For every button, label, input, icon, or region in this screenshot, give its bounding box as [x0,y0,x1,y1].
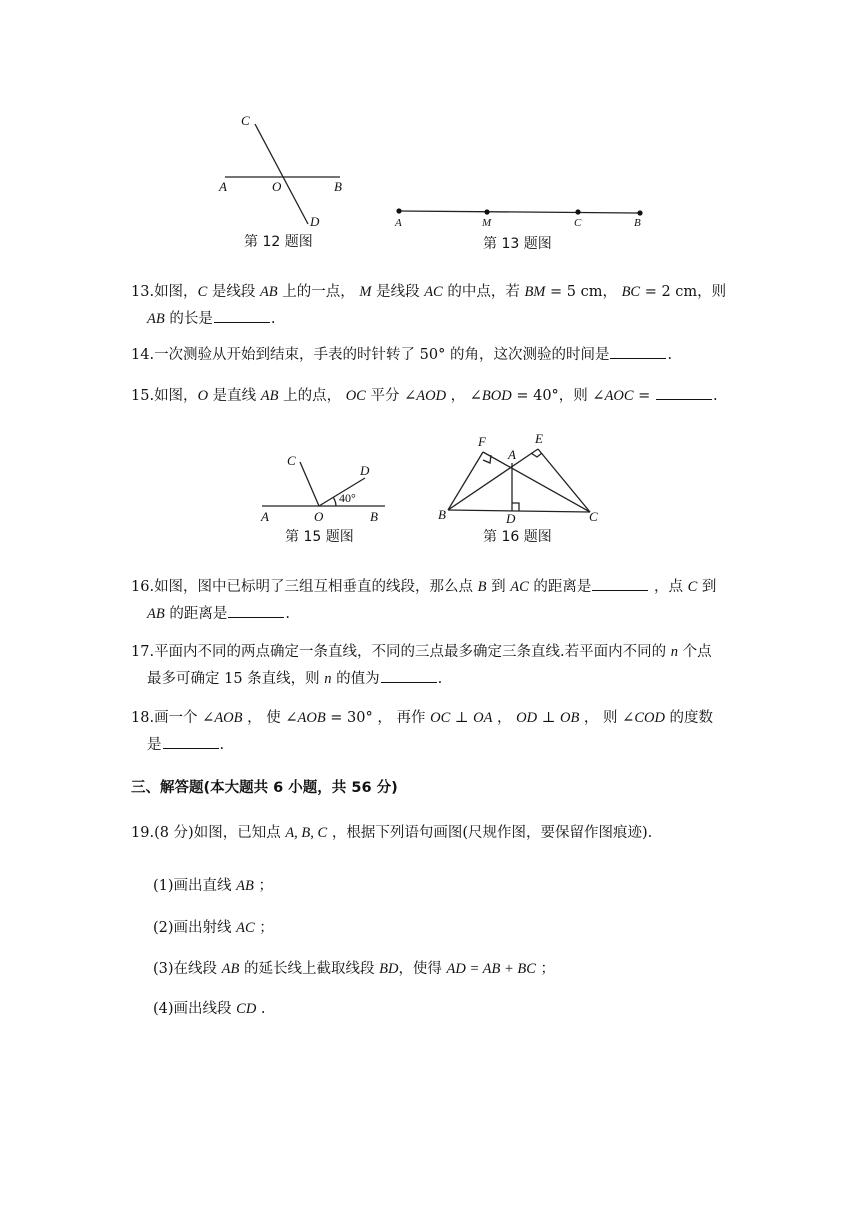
fig13-label-a: A [395,217,402,229]
fig16-label-b: B [438,507,446,522]
fig15-angle-label: 40° [339,491,356,505]
answer-blank[interactable] [592,576,648,591]
fig16-label-e: E [535,431,543,446]
right-angle-e [531,453,542,457]
fig12-label-d: D [310,214,320,229]
fig15-label-o: O [314,509,324,524]
fig15-label-a: A [261,509,269,524]
fig12-label-b: B [334,179,342,194]
ray-oc [300,462,319,506]
q19-item-3: (3)在线段 AB 的延长线上截取线段 BD，使得 AD = AB + BC ； [153,961,556,977]
fig16-label-a: A [508,447,516,462]
question-15: 15.如图，O 是直线 AB 上的点， OC 平分 ∠AOD ， ∠BOD = 40°，则 ∠AOC = . [131,383,741,410]
question-19: 19.(8 分)如图，已知点 A, B, C ，根据下列语句画图(尺规作图，要保留作图痕迹). [131,825,653,841]
fig15-label-d: D [360,463,370,478]
q19-item-2: (2)画出射线 AC ； [153,920,274,936]
fig16-label-f: F [478,434,486,449]
figure-12 [225,124,340,224]
fig12-label-a: A [219,179,227,194]
fig13-label-c: C [574,217,582,229]
question-13: 13.如图，C 是线段 AB 上的一点， M 是线段 AC 的中点，若 BM = 5 cm， BC = 2 cm，则 AB 的长是 . [131,284,727,327]
question-18: 18.画一个 ∠AOB ， 使 ∠AOB = 30° ， 再作 OC ⊥ OA ， OD ⊥ OB ， 则 ∠COD 的度数 是 . [131,710,714,753]
fig15-caption: 第 15 题图 [285,529,354,545]
segment-bf [448,452,483,510]
fig16-caption: 第 16 题图 [483,529,552,545]
fig12-label-c: C [241,113,250,128]
right-angle-d [512,503,519,511]
segment-ce [538,449,590,512]
q19-item-4: (4)画出线段 CD . [153,1001,266,1017]
answer-blank[interactable] [214,308,270,323]
q19-item-1: (1)画出直线 AB ； [153,878,273,894]
answer-blank[interactable] [228,603,284,618]
point-m [484,209,489,214]
answer-blank[interactable] [163,734,219,749]
question-14: 14.一次测验从开始到结束，手表的时针转了 50° 的角，这次测验的时间是 . [131,342,741,369]
question-16: 16.如图，图中已标明了三组互相垂直的线段，那么点 B 到 AC 的距离是 ，点 C 到 AB 的距离是 . [131,574,741,628]
fig12-caption: 第 12 题图 [244,234,313,250]
section-heading: 三、解答题(本大题共 6 小题，共 56 分) [131,780,398,796]
answer-blank[interactable] [381,668,437,683]
figure-13 [396,208,642,215]
answer-blank[interactable] [656,385,712,400]
fig15-label-b: B [370,509,378,524]
segment-ab [399,211,640,213]
point-b [637,210,642,215]
fig16-label-c: C [589,509,598,524]
point-c [575,209,580,214]
fig13-label-b: B [634,217,641,229]
answer-blank[interactable] [610,344,666,359]
segment-cf [483,452,590,512]
angle-arc [333,497,336,506]
fig16-label-d: D [506,511,516,526]
fig13-caption: 第 13 题图 [483,236,552,252]
point-a [396,208,401,213]
figure-16 [448,449,590,512]
fig12-label-o: O [272,179,282,194]
line-cd [255,124,308,224]
fig15-label-c: C [287,453,296,468]
fig13-label-m: M [482,217,492,229]
question-17: 17.平面内不同的两点确定一条直线，不同的三点最多确定三条直线.若平面内不同的 n 个点 最多可确定 15 条直线，则 n 的值为 . [131,644,712,687]
